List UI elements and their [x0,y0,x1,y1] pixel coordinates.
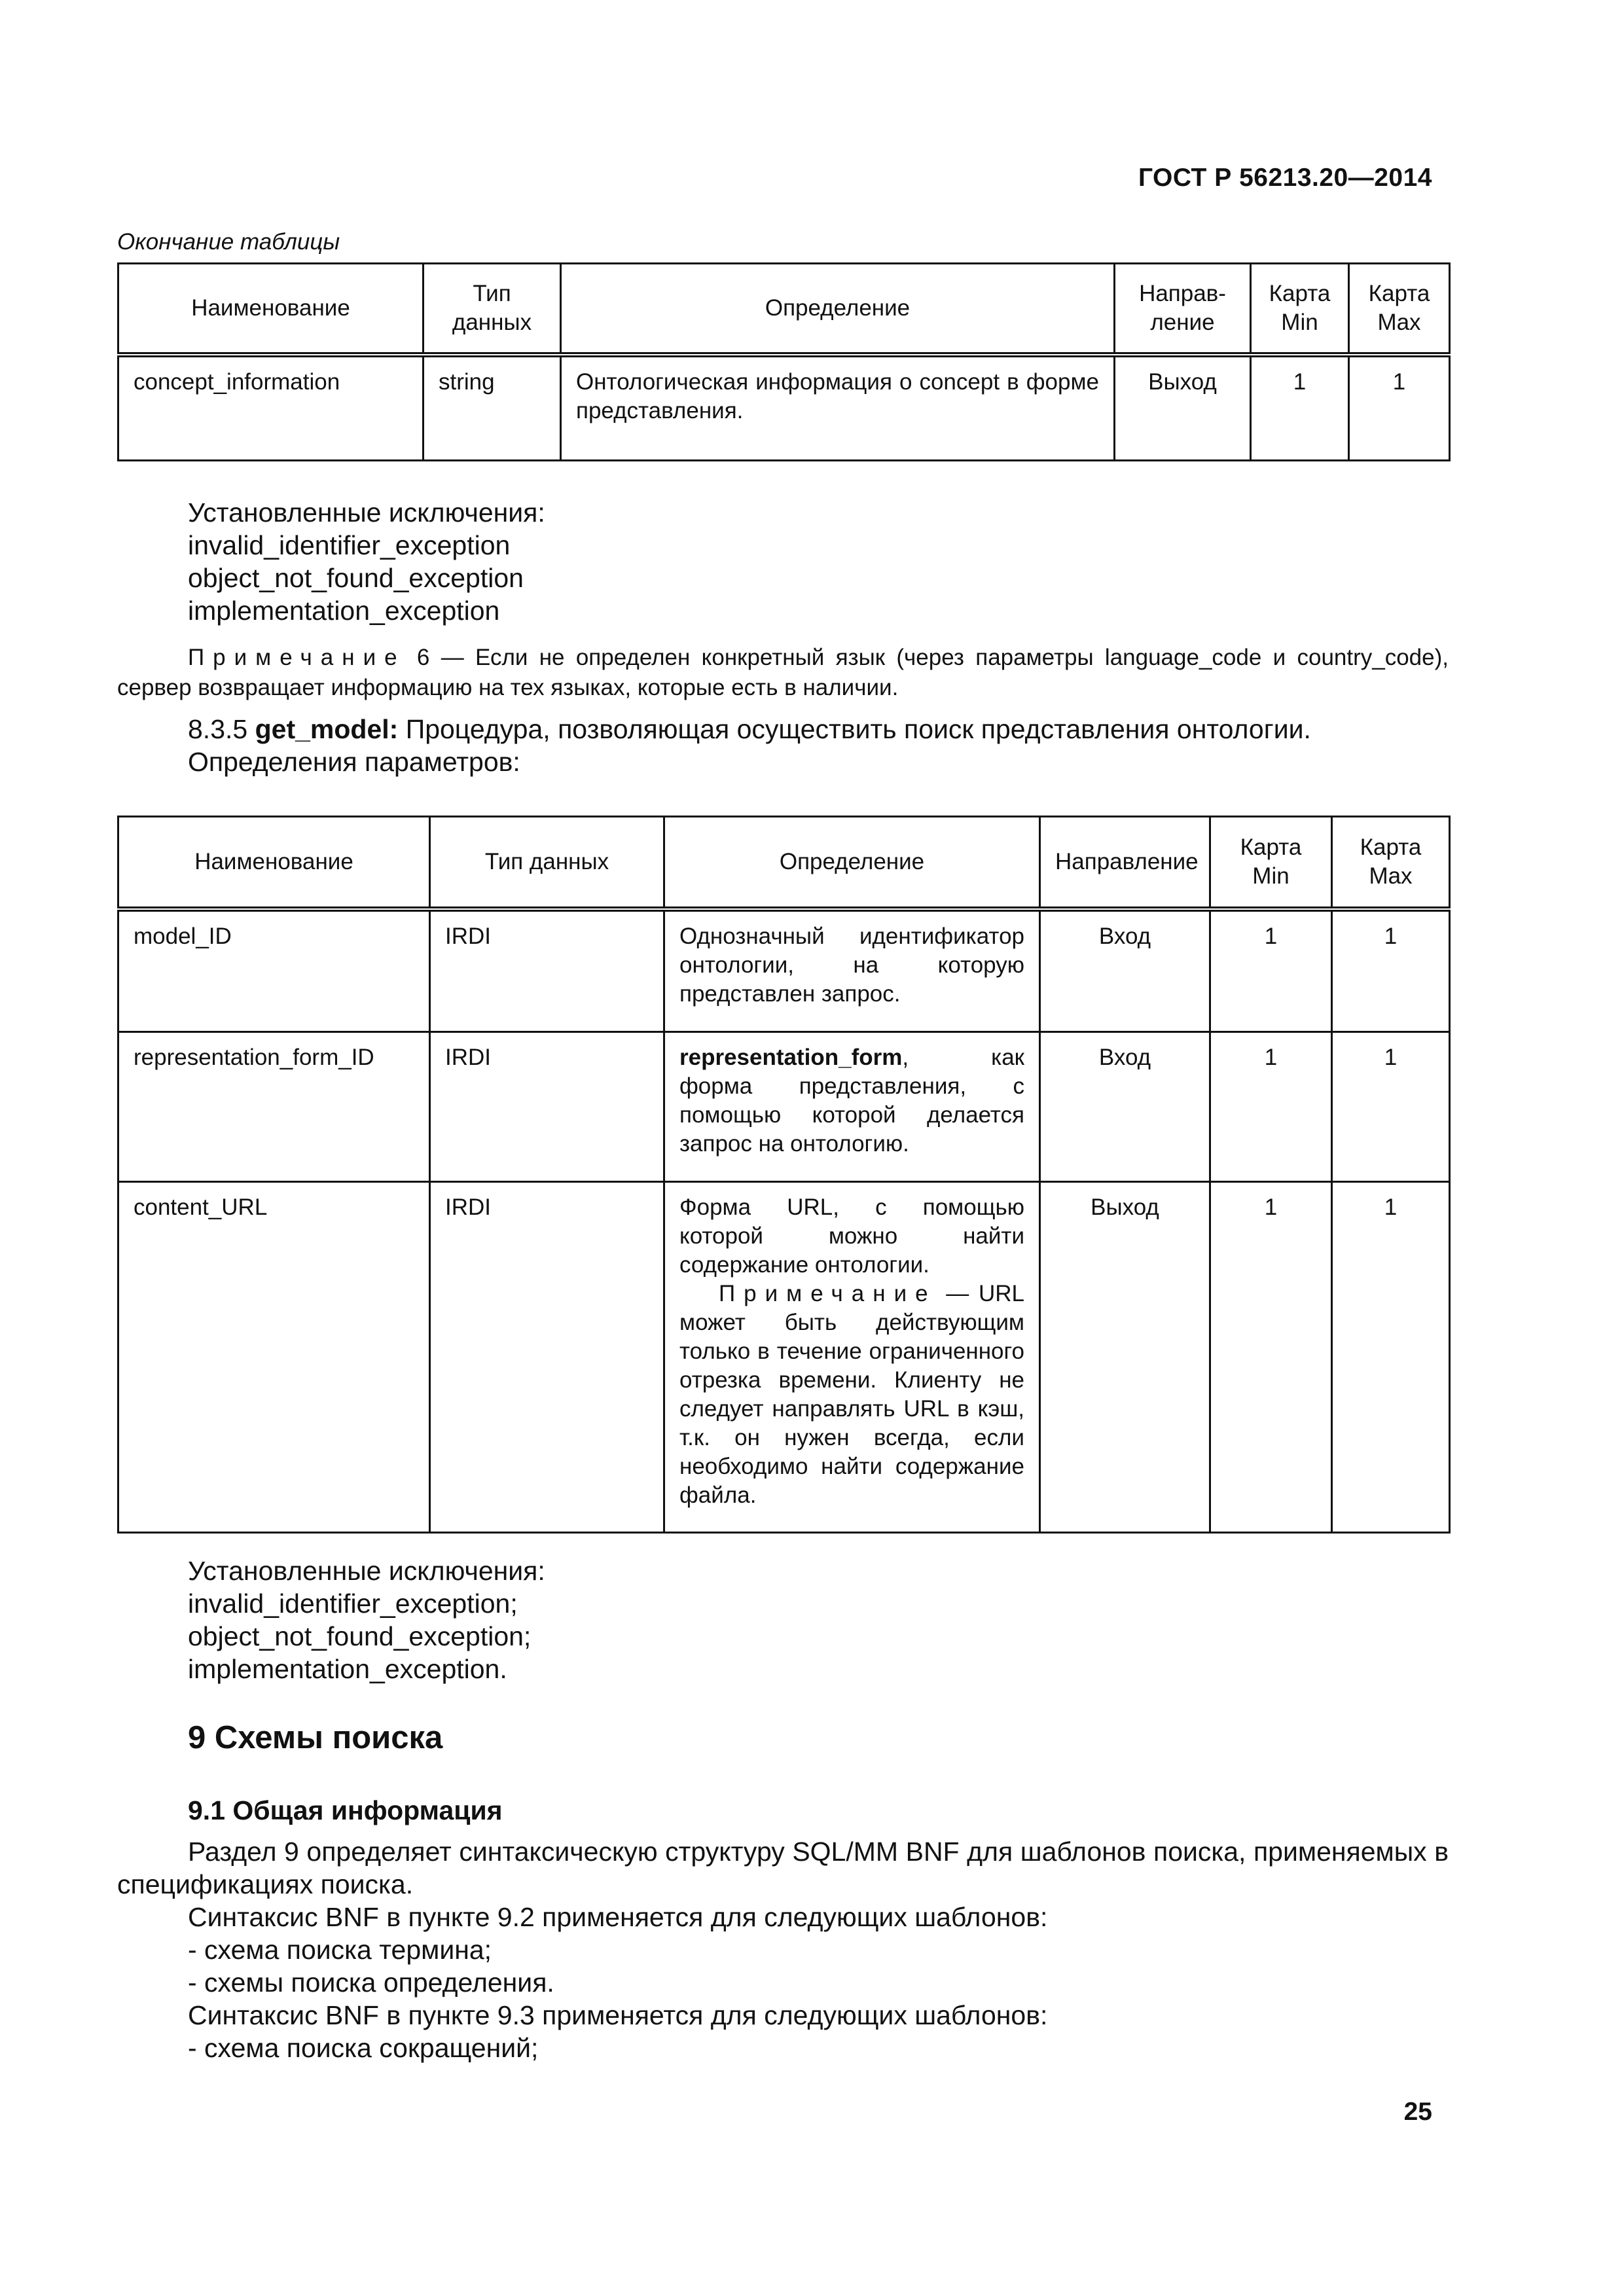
list-item: - схема поиска термина; [188,1935,492,1965]
get-model-parameters-table [117,816,1451,1534]
clause-procedure-name: get_model: [255,714,399,744]
params-title: Определения параметров: [188,747,520,777]
cell-name: representation_form_ID [118,1032,430,1182]
parameters-table-end [117,262,1451,461]
cell-max: 1 [1332,909,1450,1032]
clause-number: 8.3.5 [188,714,248,744]
exception-item: implementation_exception [188,596,500,626]
definition-text: , как форма представления, с помощью которой делается запрос на онтологию. [679,1045,1024,1157]
exception-item: object_not_found_exception; [188,1621,532,1651]
cell-direction: Вход [1040,909,1210,1032]
cell-direction: Выход [1040,1182,1210,1533]
cell-type: string [424,355,561,461]
column-header-min: Карта Min [1251,264,1349,355]
cell-direction: Выход [1115,355,1251,461]
cell-definition: Однозначный идентификатор онтологии, на которую представлен запрос. [664,909,1040,1032]
exception-item: invalid_identifier_exception; [188,1588,518,1619]
bnf-list [117,1901,1449,2064]
bnf-intro: Синтаксис BNF в пункте 9.3 применяется для следующих шаблонов: [188,2000,1048,2030]
cell-max: 1 [1332,1182,1450,1533]
cell-definition [664,1182,1040,1533]
cell-type: IRDI [430,909,664,1032]
cell-note [679,1280,1024,1510]
note-text: Если не определен конкретный язык (через параметры language_code и country_code), сервер возвращает информацию на тех языках, которые есть в наличии. [117,645,1449,700]
cell-direction: Вход [1040,1032,1210,1182]
cell-min: 1 [1210,1032,1332,1182]
column-header-max: Карта Max [1332,817,1450,910]
section-paragraph: Раздел 9 определяет синтаксическую структуру SQL/MM BNF для шаблонов поиска, применяемых в спецификациях поиска. [117,1837,1449,1899]
table-header-row [118,817,1450,910]
column-header-definition: Определение [561,264,1115,355]
cell-name: content_URL [118,1182,430,1533]
clause-8-3-5 [117,713,1449,778]
cell-max: 1 [1332,1032,1450,1182]
cell-min: 1 [1210,909,1332,1032]
cell-definition [664,1032,1040,1182]
note-6 [117,643,1449,703]
column-header-min: Карта Min [1210,817,1332,910]
exceptions-title: Установленные исключения: [188,497,545,528]
column-header-definition: Определение [664,817,1040,910]
cell-name: concept_information [118,355,424,461]
note-dash: — [946,1281,969,1306]
column-header-max: Карта Max [1349,264,1450,355]
table-header-row [118,264,1450,355]
column-header-name: Наименование [118,264,424,355]
definition-text: Форма URL, с помощью которой можно найти содержание онтологии. [679,1194,1024,1278]
cell-type: IRDI [430,1182,664,1533]
cell-type: IRDI [430,1032,664,1182]
exceptions-list-1 [117,496,1449,627]
bnf-intro: Синтаксис BNF в пункте 9.2 применяется для следующих шаблонов: [188,1902,1048,1932]
table-row [118,1182,1450,1533]
exceptions-title: Установленные исключения: [188,1556,545,1586]
table-row [118,909,1450,1032]
subsection-heading: 9.1 Общая информация [188,1795,503,1825]
exception-item: implementation_exception. [188,1654,507,1684]
exception-item: invalid_identifier_exception [188,530,511,560]
note-number: 6 [416,645,430,670]
clause-description: Процедура, позволяющая осуществить поиск представления онтологии. [405,714,1311,744]
column-header-direction: Направ- ление [1115,264,1251,355]
note-label: Примечание [188,645,406,670]
list-item: - схема поиска сокращений; [188,2033,539,2063]
note-text: URL может быть действующим только в течение ограниченного отрезка времени. Клиенту не следует направлять URL в кэш, т.к. он нужен всегда, если необходимо найти содержание файла. [679,1281,1024,1508]
column-header-type: Тип данных [430,817,664,910]
exception-item: object_not_found_exception [188,563,524,593]
note-dash: — [441,645,464,670]
standard-designation: ГОСТ Р 56213.20—2014 [1138,164,1432,192]
table-caption: Окончание таблицы [117,229,340,255]
column-header-type: Тип данных [424,264,561,355]
table-row [118,1032,1450,1182]
column-header-name: Наименование [118,817,430,910]
clause-line [117,713,1449,745]
cell-min: 1 [1251,355,1349,461]
list-item: - схемы поиска определения. [188,1967,554,1998]
page-number: 25 [1403,2098,1432,2126]
section-heading: 9 Схемы поиска [188,1720,443,1755]
cell-max: 1 [1349,355,1450,461]
note-label: Примечание [719,1281,937,1306]
column-header-direction: Направление [1040,817,1210,910]
exceptions-list-2 [117,1554,1449,1685]
cell-definition: Онтологическая информация о concept в форме представления. [561,355,1115,461]
cell-name: model_ID [118,909,430,1032]
definition-bold-term: representation_form [679,1045,903,1070]
cell-min: 1 [1210,1182,1332,1533]
table-row [118,355,1450,461]
